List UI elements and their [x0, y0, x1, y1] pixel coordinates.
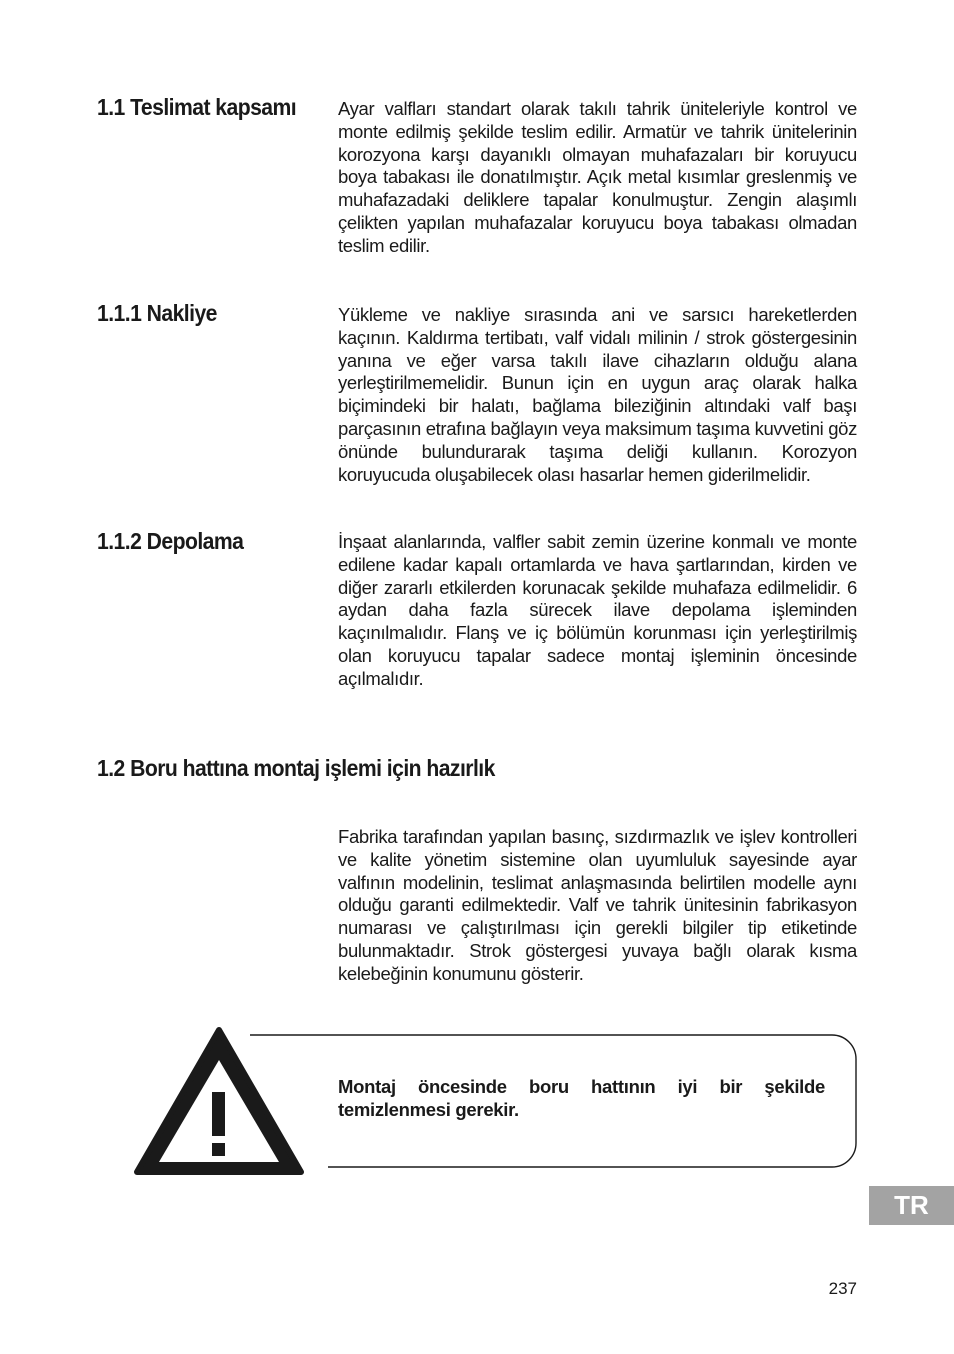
section-heading-pipeline-preparation: 1.2 Boru hattına montaj işlemi için hazırlık — [97, 755, 495, 781]
section-body-pipeline-preparation: Fabrika tarafından yapılan basınç, sızdırmazlık ve işlev kontrolleri ve kalite yönetim sistemine olan uyumluluk sayesinde ayar valfının modelinin, teslimat anlaşmasında belirtilen modelle aynı olduğu garanti edilmektedir. Valf ve tahrik ünitesinin fabrikasyon numarası ve çalıştırılması için gerekli bilgiler tip etiketinde bulunmaktadır. Strok göstergesi yuvaya bağlı olarak kısma kelebeğinin konumunu gösterir. — [338, 826, 857, 984]
language-tab: TR — [869, 1186, 954, 1225]
warning-text: Montaj öncesinde boru hattının iyi bir şekilde temizlenmesi gerekir. — [338, 1076, 825, 1120]
page-number: 237 — [828, 1279, 857, 1298]
section-heading-storage: 1.1.2 Depolama — [97, 528, 244, 554]
section-body-storage: İnşaat alanlarında, valfler sabit zemin üzerine konmalı ve monte edilene kadar kapalı ortamlarda ve hava şartlarından, kirden ve diğer zararlı etkilerden korunacak şekilde muhafaza edilmelidir. 6 aydan daha fazla sürecek ilave depolama işleminden kaçınılmalıdır. Flanş ve iç bölümün korunması için yerleştirilmiş olan koruyucu tapalar sadece montaj işleminin öncesinde açılmalıdır. — [338, 531, 857, 689]
warning-triangle-icon — [133, 1026, 305, 1176]
section-body-transport: Yükleme ve nakliye sırasında ani ve sarsıcı hareketlerden kaçının. Kaldırma tertibatı, valf vidalı milinin / strok göstergesinin yanına ve eğer varsa takılı ilave cihazların olduğu alana yerleştirilmemelidir. Bunun için en uygun araç olarak halka biçimindeki bir halatı, bağlama bileziğinin altındaki valf başı parçasının etrafına bağlayın veya maksimum taşıma kuvvetini göz önünde bulundurarak taşıma deliği kullanın. Korozyon koruyucuda oluşabilecek olası hasarlar hemen giderilmelidir. — [338, 304, 857, 485]
section-body-delivery-scope: Ayar valfları standart olarak takılı tahrik üniteleriyle kontrol ve monte edilmiş şekilde teslim edilir. Armatür ve tahrik ünitelerinin korozyona karşı dayanıklı olmayan muhafazaları bir koruyucu boya tabakası ile donatılmıştır. Açık metal kısımlar greslenmiş ve muhafazadaki deliklere tapalar konulmuştur. Zengin alaşımlı çelikten yapılan muhafazalar koruyucu boya tabakası olmadan teslim edilir. — [338, 98, 857, 256]
section-heading-delivery-scope: 1.1 Teslimat kapsamı — [97, 94, 297, 120]
section-heading-transport: 1.1.1 Nakliye — [97, 300, 217, 326]
